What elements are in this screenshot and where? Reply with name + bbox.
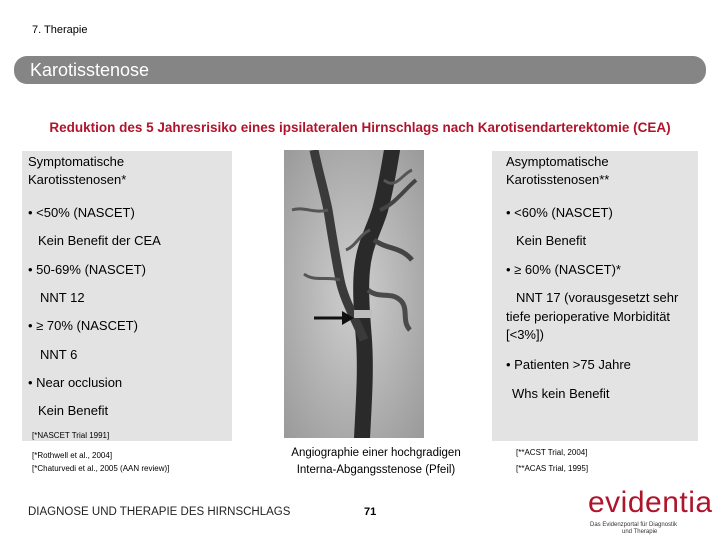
asymptomatic-item: tiefe perioperative Morbidität bbox=[506, 309, 671, 324]
symptomatic-item: • <50% (NASCET) bbox=[28, 205, 135, 220]
logo-tagline: Das Evidenzportal für Diagnostik bbox=[590, 522, 678, 528]
symptomatic-panel bbox=[22, 151, 232, 441]
symptomatic-item: Kein Benefit der CEA bbox=[38, 233, 161, 248]
reference: [*Chaturvedi et al., 2005 (AAN review)] bbox=[32, 464, 170, 473]
image-caption bbox=[276, 445, 476, 479]
symptomatic-item: • Near occlusion bbox=[28, 375, 123, 390]
footer-text: DIAGNOSE UND THERAPIE DES HIRNSCHLAGS bbox=[28, 506, 291, 518]
asymptomatic-item: NNT 17 (vorausgesetzt sehr bbox=[516, 290, 679, 305]
symptomatic-heading-2: Karotisstenosen* bbox=[28, 172, 127, 187]
reference: [*Rothwell et al., 2004] bbox=[32, 451, 113, 460]
angiography-image bbox=[284, 150, 424, 438]
symptomatic-item: NNT 6 bbox=[40, 347, 78, 362]
caption-line: Interna-Abgangsstenose (Pfeil) bbox=[296, 464, 456, 476]
caption-line: Angiographie einer hochgradigen bbox=[291, 447, 461, 459]
page-number: 71 bbox=[364, 506, 377, 518]
reference: [*NASCET Trial 1991] bbox=[32, 431, 110, 440]
asymptomatic-item: [<3%]) bbox=[506, 327, 544, 342]
asymptomatic-item: Whs kein Benefit bbox=[512, 386, 610, 401]
logo-tagline: und Therapie bbox=[622, 529, 658, 535]
chapter-label: 7. Therapie bbox=[32, 24, 88, 36]
title-bar bbox=[14, 56, 706, 84]
symptomatic-item: NNT 12 bbox=[40, 290, 85, 305]
evidentia-logo bbox=[588, 486, 713, 535]
symptomatic-heading-1: Symptomatische bbox=[28, 154, 125, 169]
reference: [**ACAS Trial, 1995] bbox=[516, 464, 589, 473]
logo-word: evidentia bbox=[588, 486, 713, 519]
asymptomatic-heading-1: Asymptomatische bbox=[506, 154, 609, 169]
asymptomatic-panel bbox=[492, 151, 698, 441]
symptomatic-item: Kein Benefit bbox=[38, 403, 109, 418]
asymptomatic-item: Kein Benefit bbox=[516, 233, 587, 248]
reference: [**ACST Trial, 2004] bbox=[516, 448, 588, 457]
slide-subtitle: Reduktion des 5 Jahresrisiko eines ipsilateralen Hirnschlags nach Karotisendarterektomie (CEA) bbox=[49, 120, 671, 135]
asymptomatic-item: • ≥ 60% (NASCET)* bbox=[506, 262, 621, 277]
slide-title: Karotisstenose bbox=[30, 60, 150, 80]
asymptomatic-item: • Patienten >75 Jahre bbox=[506, 357, 631, 372]
symptomatic-item: • ≥ 70% (NASCET) bbox=[28, 318, 138, 333]
asymptomatic-heading-2: Karotisstenosen** bbox=[506, 172, 610, 187]
asymptomatic-item: • <60% (NASCET) bbox=[506, 205, 613, 220]
symptomatic-item: • 50-69% (NASCET) bbox=[28, 262, 146, 277]
